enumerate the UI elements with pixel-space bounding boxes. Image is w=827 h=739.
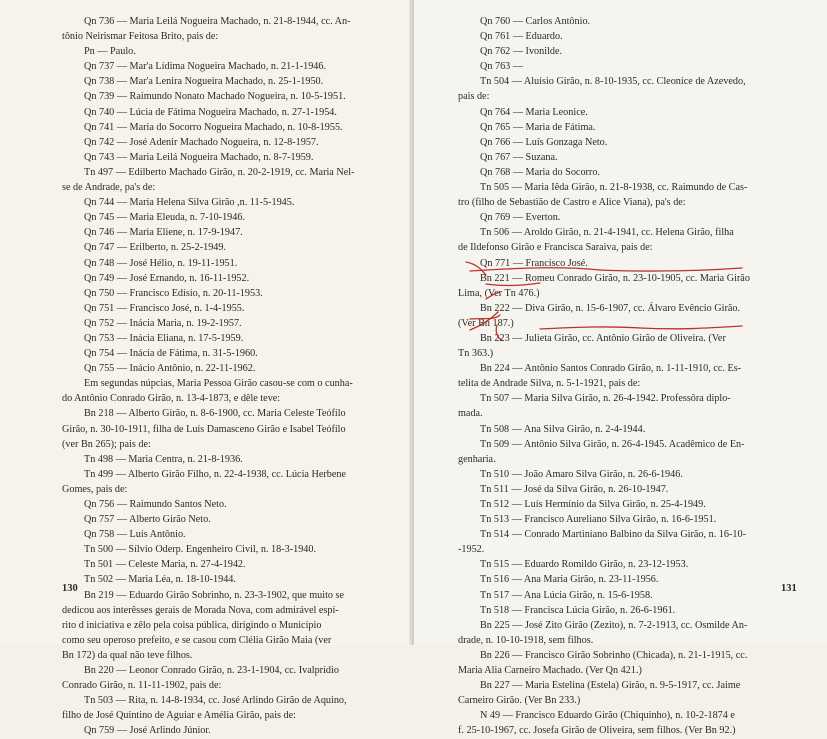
text-line: Tn 504 — Aluísio Girão, n. 8-10-1935, cc. Cleonice de Azevedo, bbox=[480, 76, 746, 88]
text-line: Qn 753 — Inácia Eliana, n. 17-5-1959. bbox=[84, 332, 244, 344]
text-line: Bn 224 — Antônio Santos Conrado Girão, n. 1-11-1910, cc. Es- bbox=[480, 363, 742, 375]
text-line: Carneiro Girão. (Ver Bn 233.) bbox=[458, 695, 581, 707]
text-line: Lima, (Ver Tn 476.) bbox=[458, 287, 540, 299]
text-line: Qn 751 — Francisco José, n. 1-4-1955. bbox=[84, 302, 245, 314]
text-line: Tn 515 — Eduardo Romildo Girão, n. 23-12-1953. bbox=[480, 559, 689, 571]
text-line: Tn 506 — Aroldo Girão, n. 21-4-1941, cc. Helena Girão, filha bbox=[480, 227, 734, 239]
text-line: Qn 757 — Alberto Girão Neto. bbox=[84, 514, 211, 526]
text-line: Qn 756 — Raimundo Santos Neto. bbox=[84, 499, 227, 510]
text-line: Qn 769 — Everton. bbox=[480, 212, 561, 224]
text-line: Qn 750 — Francisco Edísio, n. 20-11-1953. bbox=[84, 287, 263, 299]
text-line: rito d iniciativa e zêlo pela coisa pública, dirigindo o Município bbox=[62, 619, 322, 631]
text-line: Qn 767 — Suzana. bbox=[480, 151, 558, 163]
right-page-text bbox=[458, 14, 794, 739]
text-line: Tn 509 — Antônio Silva Girão, n. 26-4-1945. Acadêmico de En- bbox=[480, 438, 745, 450]
right-page-number: 131 bbox=[781, 583, 797, 594]
text-line: Bn 218 — Alberto Girão, n. 8-6-1900, cc. Maria Celeste Teófilo bbox=[84, 408, 346, 420]
right-page bbox=[414, 0, 827, 737]
text-line: Qn 761 — Eduardo. bbox=[480, 31, 563, 43]
text-line: Tn 498 — Maria Centra, n. 21-8-1936. bbox=[84, 453, 243, 465]
text-line: Bn 219 — Eduardo Girão Sobrinho, n. 23-3-1902, que muito se bbox=[84, 589, 345, 601]
text-line: Qn 763 — bbox=[480, 61, 524, 73]
text-line: Bn 222 — Diva Girão, n. 15-6-1907, cc. Álvaro Evêncio Girão. bbox=[480, 302, 741, 314]
text-line: Qn 771 — Francisco José. bbox=[480, 257, 588, 269]
text-line: (ver Bn 265); pais de: bbox=[62, 438, 151, 450]
text-line: mada. bbox=[458, 408, 483, 420]
text-line: Qn 741 — Maria do Socorro Nogueira Machado, n. 10-8-1955. bbox=[84, 121, 343, 133]
text-line: Bn 221 — Romeu Conrado Girão, n. 23-10-1905, cc. Maria Girão bbox=[480, 272, 750, 284]
text-line: Qn 758 — Luís Antônio. bbox=[84, 529, 186, 541]
text-line: Bn 226 — Francisco Girão Sobrinho (Chicada), n. 21-1-1915, cc. bbox=[480, 649, 748, 661]
text-line: Tn 512 — Luís Hermínio da Silva Girão, n. 25-4-1949. bbox=[480, 499, 706, 510]
text-line: Qn 738 — Mar'a Lenira Nogueira Machado, n. 25-1-1950. bbox=[84, 76, 324, 88]
text-line: Qn 748 — José Hélio, n. 19-11-1951. bbox=[84, 257, 238, 269]
text-line: do Antônio Conrado Girão, n. 13-4-1873, e dêle teve: bbox=[62, 393, 281, 405]
left-page-number: 130 bbox=[62, 583, 78, 594]
text-line: Qn 762 — Ivonilde. bbox=[480, 46, 563, 58]
text-line: Qn 752 — Inácia Maria, n. 19-2-1957. bbox=[84, 317, 242, 329]
text-line: filho de José Quintino de Aguiar e Amélia Girão, pais de: bbox=[62, 710, 296, 722]
text-line: Tn 507 — Maria Silva Girão, n. 26-4-1942. Professôra diplo- bbox=[480, 393, 731, 405]
text-line: Conrado Girão, n. 11-11-1902, pais de: bbox=[62, 680, 222, 692]
text-line: Qn 766 — Luís Gonzaga Neto. bbox=[480, 136, 608, 148]
text-line: Tn 510 — João Amaro Silva Girão, n. 26-6-1946. bbox=[480, 468, 683, 480]
text-line: se de Andrade, pa's de: bbox=[62, 182, 156, 194]
text-line: Pn — Paulo. bbox=[84, 46, 136, 58]
text-line: drade, n. 10-10-1918, sem filhos. bbox=[458, 634, 594, 646]
text-line: Qn 765 — Maria de Fátima. bbox=[480, 121, 596, 133]
text-line: Bn 172) da qual não teve filhos. bbox=[62, 649, 193, 661]
text-line: Qn 764 — Maria Leonice. bbox=[480, 106, 588, 118]
text-line: tro (filho de Sebastião de Castro e Alice Viana), pa's de: bbox=[458, 197, 686, 209]
text-line: Qn 737 — Mar'a Lídima Nogueira Machado, n. 21-1-1946. bbox=[84, 61, 327, 73]
text-line: Qn 760 — Carlos Antônio. bbox=[480, 16, 591, 27]
text-line: (Ver Bn 187.) bbox=[458, 317, 514, 329]
text-line: tônio Neirismar Feitosa Brito, pais de: bbox=[62, 31, 219, 43]
text-line: Qn 754 — Inácia de Fátima, n. 31-5-1960. bbox=[84, 348, 258, 360]
text-line: Tn 518 — Francisca Lúcia Girão, n. 26-6-1961. bbox=[480, 604, 676, 616]
text-line: Tn 503 — Rita, n. 14-8-1934, cc. José Arlindo Girão de Aquino, bbox=[84, 695, 347, 707]
text-line: Em segundas núpcias, Maria Pessoa Girão casou-se com o cunha- bbox=[84, 378, 353, 390]
text-line: Qn 742 — José Adenir Machado Nogueira, n. 12-8-1957. bbox=[84, 136, 319, 148]
text-line: Tn 499 — Alberto Girão Filho, n. 22-4-1938, cc. Lúcia Herbene bbox=[84, 468, 346, 480]
text-line: Qn 745 — Maria Eleuda, n. 7-10-1946. bbox=[84, 212, 245, 224]
text-line: Bn 227 — Maria Estelina (Estela) Girão, n. 9-5-1917, cc. Jaime bbox=[480, 680, 741, 692]
text-line: dedicou aos interêsses gerais de Morada Nova, com admirável espí- bbox=[62, 604, 339, 616]
text-line: Qn 759 — José Arlindo Júnior. bbox=[84, 725, 211, 737]
text-line: pais de: bbox=[458, 91, 490, 103]
text-line: Qn 739 — Raimundo Nonato Machado Nogueira, n. 10-5-1951. bbox=[84, 91, 346, 103]
text-line: Tn 502 — Maria Léa, n. 18-10-1944. bbox=[84, 574, 236, 586]
text-line: Qn 747 — Erilberto, n. 25-2-1949. bbox=[84, 242, 227, 254]
text-line: Tn 511 — José da Silva Girão, n. 26-10-1947. bbox=[480, 483, 669, 495]
text-line: Tn 508 — Ana Silva Girão, n. 2-4-1944. bbox=[480, 423, 646, 435]
text-line: Qn 743 — Maria Leilá Nogueira Machado, n. 8-7-1959. bbox=[84, 151, 314, 163]
left-page bbox=[0, 0, 413, 737]
text-line: Bn 225 — José Zito Girão (Zezito), n. 7-2-1913, cc. Osmilde An- bbox=[480, 619, 748, 631]
text-line: Tn 513 — Francisco Aureliano Silva Girão, n. 16-6-1951. bbox=[480, 514, 717, 526]
text-line: Tn 497 — Edilberto Machado Girão, n. 20-2-1919, cc. Maria Nel- bbox=[84, 166, 355, 178]
text-line: Qn 736 — Maria Leilá Nogueira Machado, n. 21-8-1944, cc. An- bbox=[84, 16, 351, 27]
text-line: N 49 — Francisco Eduardo Girão (Chiquinho), n. 10-2-1874 e bbox=[480, 710, 735, 722]
text-line: Tn 514 — Conrado Martiniano Balbino da Silva Girão, n. 16-10- bbox=[480, 529, 746, 541]
text-line: Tn 516 — Ana Maria Girão, n. 23-11-1956. bbox=[480, 574, 659, 586]
text-line: Qn 740 — Lúcia de Fátima Nogueira Machado, n. 27-1-1954. bbox=[84, 106, 337, 118]
text-line: de Ildefonso Girão e Francisca Saraiva, pais de: bbox=[458, 242, 653, 254]
text-line: Bn 220 — Leonor Conrado Girão, n. 23-1-1904, cc. Ivalprídio bbox=[84, 665, 339, 677]
text-line: -1952. bbox=[458, 544, 485, 556]
text-line: Girão, n. 30-10-1911, filha de Luís Damasceno Girão e Isabel Teófilo bbox=[62, 423, 346, 435]
text-line: Qn 768 — Maria do Socorro. bbox=[480, 166, 600, 178]
text-line: Qn 755 — Inácio Antônio, n. 22-11-1962. bbox=[84, 363, 256, 375]
text-line: Tn 517 — Ana Lúcia Girão, n. 15-6-1958. bbox=[480, 589, 653, 601]
text-line: Qn 744 — Maria Helena Silva Girão ,n. 11-5-1945. bbox=[84, 197, 295, 209]
text-line: genharia. bbox=[458, 453, 496, 465]
text-line: Gomes, pais de: bbox=[62, 483, 128, 495]
text-line: telita de Andrade Silva, n. 5-1-1921, pais de: bbox=[458, 378, 641, 390]
text-line: f. 25-10-1967, cc. Josefa Girão de Oliveira, sem filhos. (Ver Bn 92.) bbox=[458, 725, 736, 737]
text-line: Tn 363.) bbox=[458, 348, 494, 360]
text-line: Qn 749 — José Ernando, n. 16-11-1952. bbox=[84, 272, 250, 284]
text-line: como seu operoso prefeito, e se casou com Clélia Girão Maia (ver bbox=[62, 634, 332, 646]
left-page-text bbox=[62, 14, 384, 739]
text-line: Tn 500 — Sílvio Oderp. Engenheiro Civil, n. 18-3-1940. bbox=[84, 544, 317, 556]
text-line: Tn 505 — Maria Iêda Girão, n. 21-8-1938, cc. Raimundo de Cas- bbox=[480, 182, 748, 194]
text-line: Maria Alia Carneiro Machado. (Ver Qn 421.) bbox=[458, 665, 642, 677]
text-line: Tn 501 — Celeste Maria, n. 27-4-1942. bbox=[84, 559, 246, 571]
text-line: Bn 223 — Julieta Girão, cc. Antônio Girão de Oliveira. (Ver bbox=[480, 332, 726, 344]
text-line: Qn 746 — Maria Eliene, n. 17-9-1947. bbox=[84, 227, 243, 239]
